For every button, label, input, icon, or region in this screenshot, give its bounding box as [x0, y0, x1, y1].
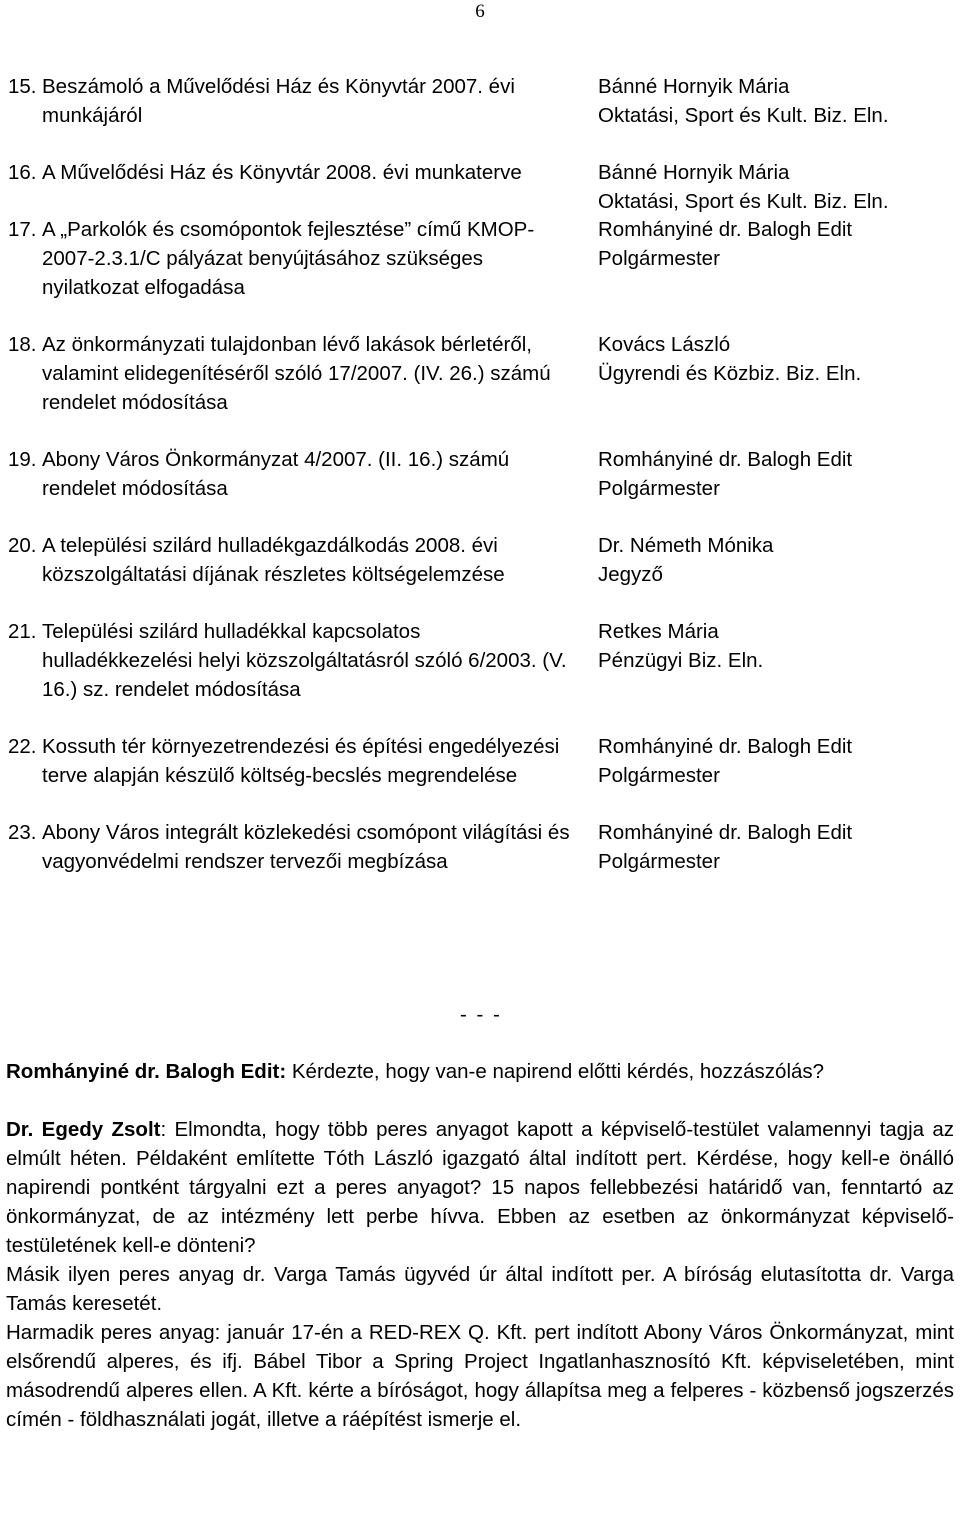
- presenter-name: Romhányiné dr. Balogh Edit: [598, 821, 853, 844]
- agenda-item: [0, 158, 960, 213]
- presenter-role: Oktatási, Sport és Kult. Biz. Eln.: [598, 190, 889, 213]
- presenter-name: Dr. Németh Mónika: [598, 534, 774, 557]
- agenda-item: [0, 531, 960, 589]
- presenter-name: Kovács László: [598, 333, 731, 356]
- presenter-role: Oktatási, Sport és Kult. Biz. Eln.: [598, 104, 889, 127]
- presenter-name: Romhányiné dr. Balogh Edit: [598, 735, 853, 758]
- agenda-item-presenter: [598, 531, 958, 589]
- minutes-paragraph: [6, 1115, 954, 1260]
- agenda-item-number: 21.: [8, 620, 37, 643]
- agenda-item-title: Települési szilárd hulladékkal kapcsolatos hulladékkezelési helyi közszolgáltatásról szóló 6/2003. (V. 16.) sz. rendelet módosítása: [42, 620, 567, 701]
- agenda-item-title: A települési szilárd hulladékgazdálkodás 2008. évi közszolgáltatási díjának részletes költségelemzése: [42, 534, 505, 586]
- agenda-item-number: 22.: [8, 735, 37, 758]
- agenda-item-number: 18.: [8, 333, 37, 356]
- presenter-name: Bánné Hornyik Mária: [598, 161, 790, 184]
- presenter-name: Romhányiné dr. Balogh Edit: [598, 448, 853, 471]
- agenda-item-presenter: [598, 818, 958, 876]
- agenda-item-title: Abony Város Önkormányzat 4/2007. (II. 16.) számú rendelet módosítása: [42, 448, 510, 500]
- agenda-item-title: Abony Város integrált közlekedési csomópont világítási és vagyonvédelmi rendszer tervezői megbízása: [42, 821, 570, 873]
- agenda-item-title: A Művelődési Ház és Könyvtár 2008. évi munkaterve: [42, 161, 522, 184]
- minutes-paragraph: Harmadik peres anyag: január 17-én a RED-REX Q. Kft. pert indított Abony Város Önkormányzat, mint elsőrendű alperes, és ifj. Bábel Tibor a Spring Project Ingatlanhasznosító Kft. képviseletében, mint másodrendű alperes ellen. A Kft. kérte a bíróságot, hogy állapítsa meg a felperes - közbenső jogszerzés címén - földhasználati jogát, illetve a ráépítést ismerje el.: [6, 1321, 954, 1431]
- minutes-body: [6, 1057, 954, 1434]
- agenda-item-presenter: [598, 732, 958, 790]
- agenda-item: [0, 445, 960, 503]
- minutes-paragraph: Másik ilyen peres anyag dr. Varga Tamás ügyvéd úr által indított per. A bíróság elutasította dr. Varga Tamás keresetét.: [6, 1263, 954, 1315]
- presenter-role: Polgármester: [598, 764, 720, 787]
- speech-text: Kérdezte, hogy van-e napirend előtti kérdés, hozzászólás?: [286, 1060, 825, 1083]
- agenda-item-presenter: [598, 445, 958, 503]
- presenter-role: Polgármester: [598, 850, 720, 873]
- agenda-item-number: 19.: [8, 448, 37, 471]
- minutes-paragraph: [6, 1057, 954, 1086]
- agenda-item-title: Beszámoló a Művelődési Ház és Könyvtár 2007. évi munkájáról: [42, 75, 515, 127]
- speaker-name: Romhányiné dr. Balogh Edit:: [6, 1060, 287, 1083]
- presenter-name: Romhányiné dr. Balogh Edit: [598, 218, 853, 241]
- presenter-role: Polgármester: [598, 247, 720, 270]
- agenda-item-presenter: [598, 617, 958, 675]
- agenda-item-presenter: [598, 330, 958, 388]
- presenter-name: Retkes Mária: [598, 620, 719, 643]
- agenda-item: [0, 215, 960, 302]
- presenter-role: Polgármester: [598, 477, 720, 500]
- agenda-item-title: A „Parkolók és csomópontok fejlesztése” című KMOP-2007-2.3.1/C pályázat benyújtásához szükséges nyilatkozat elfogadása: [42, 218, 535, 299]
- agenda-item-number: 20.: [8, 534, 37, 557]
- agenda-item: [0, 72, 960, 130]
- agenda-item: [0, 330, 960, 417]
- presenter-name: Bánné Hornyik Mária: [598, 75, 790, 98]
- agenda-item-number: 16.: [8, 161, 37, 184]
- agenda-item: [0, 818, 960, 876]
- presenter-role: Pénzügyi Biz. Eln.: [598, 649, 764, 672]
- agenda-item: [0, 617, 960, 704]
- agenda-item-number: 17.: [8, 218, 37, 241]
- agenda-item-number: 15.: [8, 75, 37, 98]
- page-number: 6: [475, 1, 485, 22]
- presenter-role: Jegyző: [598, 563, 663, 586]
- speech-text: : Elmondta, hogy több peres anyagot kapott a képviselő-testület valamennyi tagja az elmúlt héten. Példaként említette Tóth László igazgató által indított pert. Kérdése, hogy kell-e önálló napirendi pontként tárgyalni ezt a peres anyagot? 15 napos fellebbezési határidő van, fenntartó az önkormányzat, de az intézmény lett perbe hívva. Ebben az esetben az önkormányzat képviselő-testületének kell-e dönteni?: [6, 1118, 955, 1257]
- agenda-item-number: 23.: [8, 821, 37, 844]
- agenda-item-title: Kossuth tér környezetrendezési és építési engedélyezési terve alapján készülő költség-becslés megrendelése: [42, 735, 560, 787]
- agenda-item-presenter: [598, 215, 958, 273]
- presenter-role: Ügyrendi és Közbiz. Biz. Eln.: [598, 362, 862, 385]
- agenda-list: [0, 72, 960, 904]
- agenda-item: [0, 732, 960, 790]
- speaker-name: Dr. Egedy Zsolt: [6, 1118, 161, 1141]
- section-separator: - - -: [460, 1003, 502, 1026]
- agenda-item-presenter: [598, 72, 958, 130]
- agenda-item-presenter: [598, 158, 958, 216]
- agenda-item-title: Az önkormányzati tulajdonban lévő lakások bérletéről, valamint elidegenítéséről szóló 17/2007. (IV. 26.) számú rendelet módosítása: [42, 333, 551, 414]
